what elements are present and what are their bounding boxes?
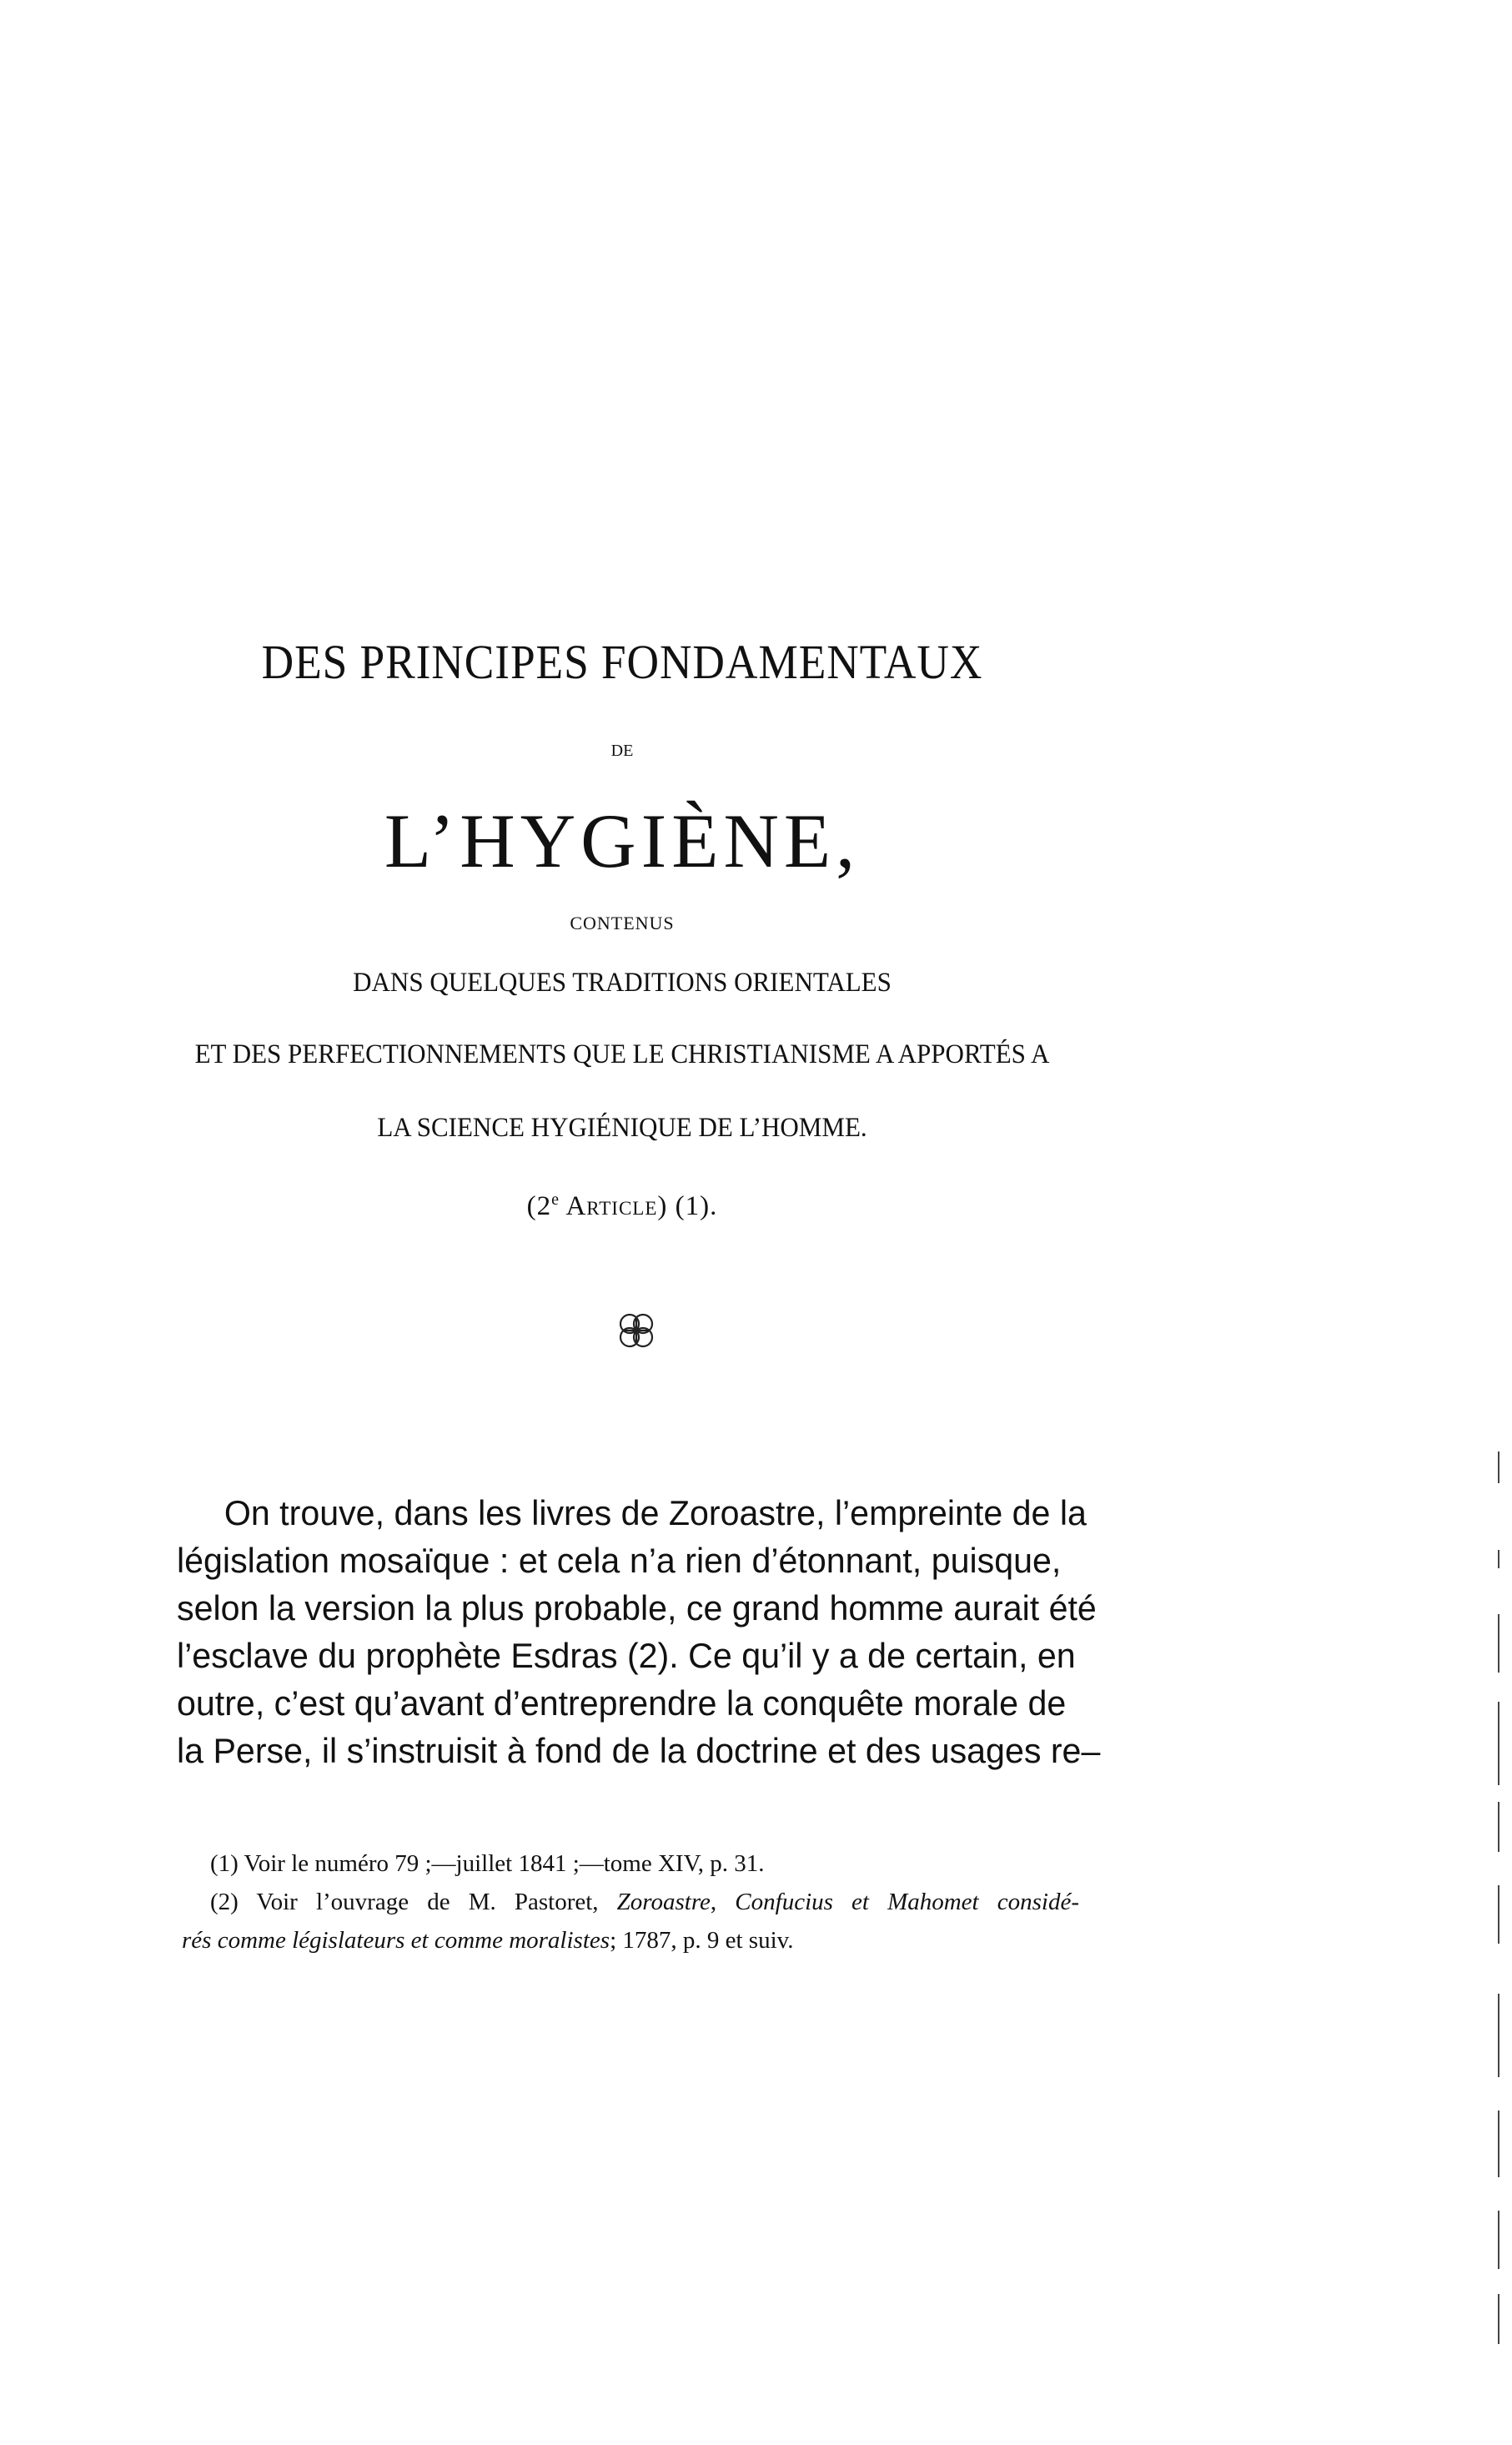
- main-title: L’HYGIÈNE,: [384, 798, 861, 883]
- article-word: Article: [560, 1191, 658, 1221]
- body-paragraph: [177, 1489, 1101, 1774]
- title-line-4: ET DES PERFECTIONNEMENTS QUE LE CHRISTIANISME A APPORTÉS A: [194, 1039, 1050, 1069]
- fleuron-ornament-icon: [611, 1306, 661, 1356]
- body-line: On trouve, dans les livres de Zoroastre, l’empreinte de la: [224, 1493, 1087, 1532]
- page-edge-marks: [1498, 1451, 1503, 2369]
- body-line: selon la version la plus probable, ce grand homme aurait été: [177, 1588, 1097, 1627]
- title-line-1: DES PRINCIPES FONDAMENTAUX: [261, 635, 983, 689]
- title-line-3: DANS QUELQUES TRADITIONS ORIENTALES: [353, 968, 892, 998]
- footnote-2-line-2: [182, 1921, 1079, 1960]
- footnote-2-text: (2) Voir l’ouvrage de M. Pastoret,: [210, 1889, 617, 1915]
- body-line: outre, c’est qu’avant d’entreprendre la conquête morale de: [177, 1683, 1067, 1723]
- body-line: législation mosaïque : et cela n’a rien d’étonnant, puisque,: [177, 1541, 1062, 1580]
- title-de: DE: [610, 742, 634, 760]
- article-open: (2: [526, 1191, 552, 1221]
- title-contenus: CONTENUS: [570, 913, 675, 933]
- footnote-2-italic-continued: rés comme législateurs et comme moralistes: [182, 1927, 610, 1954]
- footnote-2-italic-zoroastre: Zoroastre: [616, 1889, 711, 1915]
- footnote-1: (1) Voir le numéro 79 ;—juillet 1841 ;—tome XIV, p. 31.: [210, 1850, 765, 1877]
- footnotes: [182, 1844, 1079, 1960]
- footnote-2-italic-title: Confucius et Mahomet considé-: [735, 1889, 1079, 1915]
- article-close: ) (1).: [657, 1191, 718, 1221]
- footnote-2-sep: ,: [710, 1889, 736, 1915]
- footnote-2-rest: ; 1787, p. 9 et suiv.: [610, 1927, 794, 1954]
- footnote-2-line-1: [182, 1883, 1079, 1921]
- body-line: l’esclave du prophète Esdras (2). Ce qu’il y a de certain, en: [177, 1636, 1076, 1675]
- body-line: la Perse, il s’instruisit à fond de la doctrine et des usages re–: [177, 1731, 1101, 1770]
- article-label: [0, 1190, 1244, 1222]
- title-line-5: LA SCIENCE HYGIÉNIQUE DE L’HOMME.: [377, 1113, 867, 1143]
- article-sup: e: [551, 1190, 560, 1209]
